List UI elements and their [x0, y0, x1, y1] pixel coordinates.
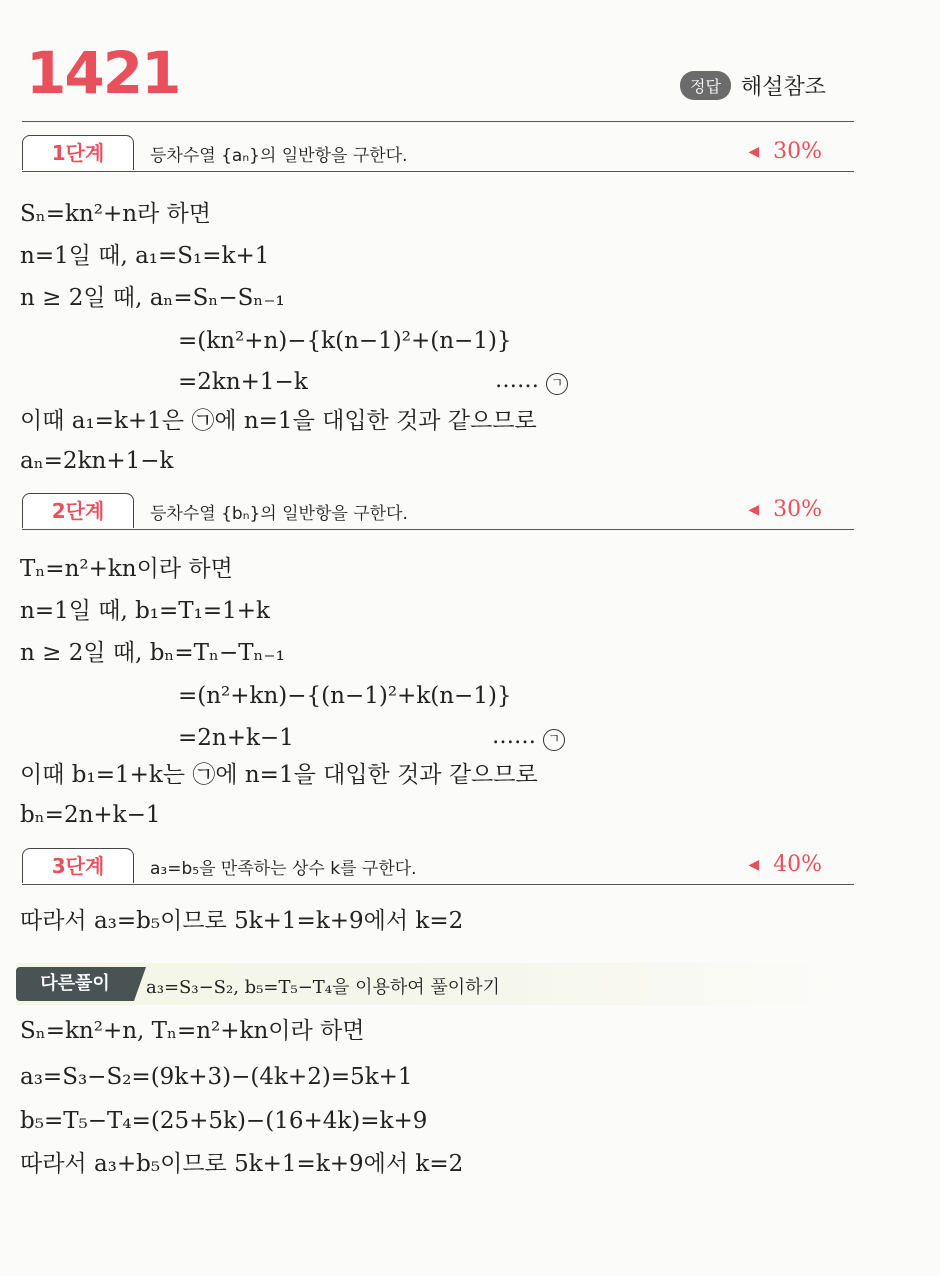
step-2-line: =2n+k−1	[178, 725, 294, 751]
step-1-header	[22, 135, 854, 175]
step-3-conclusion: 따라서 a₃=b₅이므로 5k+1=k+9에서 k=2	[20, 908, 464, 934]
answer-badge: 정답	[680, 71, 731, 100]
triangle-left-icon: ◀	[748, 144, 760, 160]
step-1-description: 등차수열 {aₙ}의 일반항을 구한다.	[150, 146, 408, 166]
step-2-line: =(n²+kn)−{(n−1)²+k(n−1)}	[178, 683, 512, 709]
step-1-line: n ≥ 2일 때, aₙ=Sₙ−Sₙ₋₁	[20, 285, 285, 311]
circled-label-icon: ㄱ	[546, 373, 568, 395]
step-2-description: 등차수열 {bₙ}의 일반항을 구한다.	[150, 504, 408, 524]
step-1-result: aₙ=2kn+1−k	[20, 448, 174, 474]
alternative-solution-badge: 다른풀이	[16, 967, 134, 1001]
step-2-line: n ≥ 2일 때, bₙ=Tₙ−Tₙ₋₁	[20, 640, 285, 666]
step-3-tab: 3단계	[22, 848, 134, 883]
step-2-tab: 2단계	[22, 493, 134, 528]
circled-label-icon: ㄱ	[543, 729, 565, 751]
step-1-line: =(kn²+n)−{k(n−1)²+(n−1)}	[178, 328, 512, 354]
alt-line: a₃=S₃−S₂=(9k+3)−(4k+2)=5k+1	[20, 1064, 413, 1090]
alternative-solution-bar	[16, 963, 842, 1005]
answer-box	[680, 70, 826, 101]
alt-conclusion: 따라서 a₃+b₅이므로 5k+1=k+9에서 k=2	[20, 1151, 464, 1177]
step-2-line: 이때 b₁=1+k는 ㉠에 n=1을 대입한 것과 같으므로	[20, 762, 538, 788]
step-3-divider	[22, 884, 854, 885]
step-1-line: =2kn+1−k	[178, 369, 308, 395]
step-2-line: n=1일 때, b₁=T₁=1+k	[20, 598, 270, 624]
step-2-line: Tₙ=n²+kn이라 하면	[20, 556, 233, 582]
step-3-header	[22, 848, 854, 888]
step-2-divider	[22, 529, 854, 530]
triangle-left-icon: ◀	[748, 857, 760, 873]
answer-text: 해설참조	[740, 75, 826, 100]
step-1-percent: ◀ 30%	[748, 139, 822, 164]
step-3-description: a₃=b₅을 만족하는 상수 k를 구한다.	[150, 859, 417, 879]
reference-marker: …… ㄱ	[495, 368, 568, 395]
step-2-result: bₙ=2n+k−1	[20, 802, 161, 828]
step-1-divider	[22, 171, 854, 172]
step-1-line: n=1일 때, a₁=S₁=k+1	[20, 243, 270, 269]
step-1-line: Sₙ=kn²+n라 하면	[20, 201, 211, 227]
alt-line: Sₙ=kn²+n, Tₙ=n²+kn이라 하면	[20, 1018, 365, 1044]
step-1-line: 이때 a₁=k+1은 ㉠에 n=1을 대입한 것과 같으므로	[20, 408, 537, 434]
step-1-tab: 1단계	[22, 135, 134, 170]
problem-number: 1421	[26, 39, 180, 107]
top-divider	[22, 121, 854, 122]
step-2-header	[22, 493, 854, 533]
alternative-solution-description: a₃=S₃−S₂, b₅=T₅−T₄을 이용하여 풀이하기	[146, 977, 500, 998]
triangle-left-icon: ◀	[748, 502, 760, 518]
reference-marker: …… ㄱ	[492, 724, 565, 751]
step-2-percent: ◀ 30%	[748, 497, 822, 522]
alt-line: b₅=T₅−T₄=(25+5k)−(16+4k)=k+9	[20, 1108, 428, 1134]
step-3-percent: ◀ 40%	[748, 852, 822, 877]
